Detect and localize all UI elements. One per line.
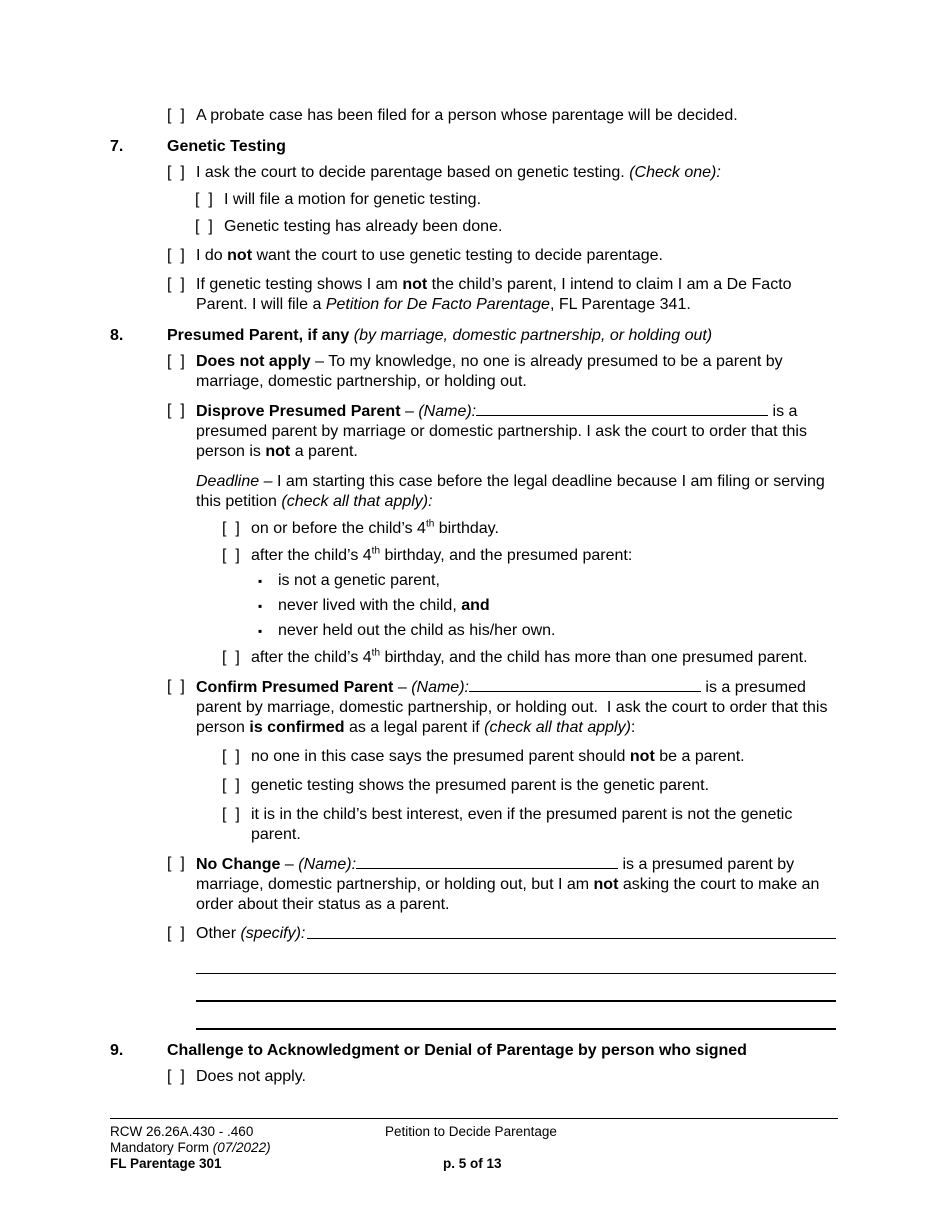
item-text — [251, 648, 836, 668]
footer-form-date: (07/2022) — [212, 1140, 271, 1155]
checkbox-item-no-one-says-not — [222, 747, 836, 767]
checkbox-item-disprove-presumed-parent — [167, 401, 836, 462]
checkbox[interactable]: [ ] — [167, 855, 185, 872]
text-run: Does not apply — [196, 353, 311, 370]
section-8-title — [167, 326, 712, 346]
text-run: as a legal parent if — [344, 719, 485, 736]
text-run: Confirm Presumed Parent — [196, 679, 394, 696]
footer-row-1 — [110, 1124, 838, 1140]
item-text — [251, 776, 836, 796]
bullet-item-never-lived — [258, 596, 836, 616]
text-run: want the court to use genetic testing to decide parentage. — [252, 247, 663, 264]
item-text — [251, 546, 836, 566]
checkbox-item-more-than-one-presumed — [222, 648, 836, 668]
item-text — [251, 519, 836, 539]
checkbox-item-testing-done — [195, 217, 836, 237]
section-7-number: 7. — [110, 138, 124, 155]
checkbox[interactable]: [ ] — [167, 925, 185, 942]
text-run: (Name): — [298, 856, 357, 873]
text-run: no one in this case says the presumed parent should — [251, 748, 630, 765]
item-text — [251, 805, 836, 845]
text-run: Disprove Presumed Parent — [196, 403, 401, 420]
text-run: A probate case has been filed for a person whose parentage will be decided. — [196, 107, 738, 124]
superscript-th: th — [425, 518, 435, 530]
checkbox-item-testing-shows-genetic — [222, 776, 836, 796]
checkbox-item-before-4th-birthday — [222, 519, 836, 539]
text-run: it is in the child’s best interest, even if the presumed parent is not the genetic parent. — [251, 806, 793, 843]
footer-doc-title: Petition to Decide Parentage — [385, 1124, 557, 1139]
item-text — [251, 747, 836, 767]
disprove-name-input[interactable] — [476, 401, 768, 416]
text-run: – — [393, 679, 412, 696]
item-text — [278, 571, 836, 591]
checkbox-item-other — [167, 924, 836, 944]
text-run: and — [461, 597, 490, 614]
text-run: No Change — [196, 856, 281, 873]
text-run: (check all that apply): — [281, 493, 433, 510]
checkbox[interactable]: [ ] — [167, 402, 185, 419]
text-run: (specify): — [240, 925, 306, 942]
text-run: , FL Parentage 341. — [549, 296, 691, 313]
checkbox[interactable]: [ ] — [195, 191, 213, 208]
checkbox-item-ask-genetic-testing — [167, 163, 836, 183]
footer-rcw-citation: RCW 26.26A.430 - .460 — [110, 1124, 254, 1139]
text-run: after the child’s 4 — [251, 649, 372, 666]
item-text — [196, 924, 305, 944]
item-text — [196, 677, 836, 738]
item-text — [278, 596, 836, 616]
text-run: birthday, and the child has more than one presumed parent. — [380, 649, 808, 666]
confirm-name-input[interactable] — [469, 677, 701, 692]
item-text — [196, 401, 836, 462]
text-run: genetic testing shows the presumed parent is the genetic parent. — [251, 777, 710, 794]
text-run: – — [400, 403, 419, 420]
bullet-item-not-genetic — [258, 571, 836, 591]
page-footer — [110, 1118, 838, 1172]
checkbox-item-de-facto — [167, 275, 836, 315]
item-text — [224, 190, 836, 210]
text-run: I will file a motion for genetic testing. — [224, 191, 482, 208]
checkbox[interactable]: [ ] — [222, 806, 240, 823]
text-run: (by marriage, domestic partnership, or holding out) — [349, 327, 713, 344]
text-run: If genetic testing shows I am — [196, 276, 403, 293]
footer-form-number: FL Parentage 301 — [110, 1156, 222, 1171]
text-run: Does not apply. — [196, 1068, 306, 1085]
no-change-name-input[interactable] — [356, 854, 618, 869]
text-run: on or before the child’s 4 — [251, 520, 426, 537]
footer-row-2 — [110, 1140, 838, 1156]
text-run: (Name): — [411, 679, 469, 696]
text-run: (check all that apply) — [484, 719, 631, 736]
checkbox-item-confirm-presumed-parent — [167, 677, 836, 738]
checkbox-item-s9-does-not-apply — [167, 1067, 836, 1087]
text-run: not — [593, 876, 619, 893]
checkbox[interactable]: [ ] — [167, 276, 185, 293]
checkbox[interactable]: [ ] — [195, 218, 213, 235]
text-run: asking the court to make an order about their status as a parent. — [196, 876, 820, 913]
text-run: birthday. — [434, 520, 499, 537]
write-in-line-3[interactable] — [196, 1002, 836, 1030]
text-run: the child’s parent, I intend to claim I am a De Facto Parent. I will file a — [196, 276, 792, 313]
text-run: – I am starting this case before the legal deadline because I am filing or serving this petition — [196, 473, 825, 510]
bullet-item-never-held-out — [258, 621, 836, 641]
text-run: (Name): — [418, 403, 477, 420]
deadline-paragraph — [196, 472, 836, 512]
item-text — [224, 217, 836, 237]
footer-row-3 — [110, 1156, 838, 1172]
item-text — [196, 246, 836, 266]
checkbox-item-after-4th-birthday — [222, 546, 836, 566]
section-8-heading — [110, 326, 836, 346]
checkbox[interactable]: [ ] — [222, 547, 240, 564]
checkbox[interactable]: [ ] — [222, 649, 240, 666]
section-7-heading — [110, 137, 836, 157]
item-text — [196, 352, 836, 392]
superscript-th: th — [371, 647, 381, 659]
section-7-title: Genetic Testing — [167, 138, 286, 155]
section-9-title: Challenge to Acknowledgment or Denial of Parentage by person who signed — [167, 1042, 747, 1059]
bullet-icon: ▪ — [258, 624, 263, 638]
checkbox[interactable]: [ ] — [167, 353, 185, 370]
checkbox[interactable]: [ ] — [167, 247, 185, 264]
item-text — [196, 1067, 836, 1087]
checkbox[interactable]: [ ] — [167, 1068, 185, 1085]
text-run: not — [227, 247, 253, 264]
checkbox[interactable]: [ ] — [167, 678, 185, 695]
text-run: I ask the court to decide parentage based on genetic testing. — [196, 164, 630, 181]
section-9-number: 9. — [110, 1042, 124, 1059]
checkbox[interactable]: [ ] — [167, 164, 185, 181]
checkbox[interactable]: [ ] — [222, 777, 240, 794]
footer-mandatory-form: Mandatory Form — [110, 1140, 213, 1155]
section-9-heading — [110, 1041, 836, 1061]
checkbox-item-no-change — [167, 854, 836, 915]
text-run: is not a genetic parent, — [278, 572, 440, 589]
checkbox-item-probate — [167, 106, 836, 126]
text-run: never held out the child as his/her own. — [278, 622, 556, 639]
other-specify-input[interactable] — [307, 924, 836, 939]
text-run: is a presumed parent by marriage, domestic partnership, or holding out, but I am — [196, 856, 795, 893]
text-run: is a presumed parent by marriage or domestic partnership. I ask the court to order that this person is — [196, 403, 807, 460]
item-text — [196, 854, 836, 915]
item-text — [196, 163, 836, 183]
superscript-th: th — [371, 545, 381, 557]
text-run: is a presumed parent by marriage, domestic partnership, or holding out. I ask the court to order that this person — [196, 679, 828, 736]
checkbox-item-best-interest — [222, 805, 836, 845]
text-run: a parent. — [290, 443, 358, 460]
checkbox-item-file-motion — [195, 190, 836, 210]
text-run: not — [629, 748, 655, 765]
item-text — [196, 275, 836, 315]
text-run: not — [402, 276, 428, 293]
item-text — [196, 106, 836, 126]
text-run: Other — [196, 925, 241, 942]
text-run: Genetic testing has already been done. — [224, 218, 503, 235]
checkbox[interactable]: [ ] — [222, 748, 240, 765]
text-run: : — [630, 719, 636, 736]
text-run: Petition for De Facto Parentage — [325, 296, 550, 313]
checkbox[interactable]: [ ] — [222, 520, 240, 537]
section-8-number: 8. — [110, 327, 124, 344]
text-run: is confirmed — [249, 719, 345, 736]
text-run: Presumed Parent, if any — [167, 327, 350, 344]
text-run: after the child’s 4 — [251, 547, 372, 564]
text-run: – To my knowledge, no one is already presumed to be a parent by marriage, domestic partnership, or holding out. — [196, 353, 783, 390]
write-in-line-2[interactable] — [196, 974, 836, 1002]
text-run: be a parent. — [654, 748, 745, 765]
checkbox-item-does-not-apply — [167, 352, 836, 392]
text-run: – — [280, 856, 299, 873]
bullet-icon: ▪ — [258, 599, 263, 613]
footer-page-number: p. 5 of 13 — [443, 1156, 502, 1171]
text-run: not — [265, 443, 291, 460]
text-run: never lived with the child, — [278, 597, 462, 614]
text-run: birthday, and the presumed parent: — [380, 547, 633, 564]
checkbox[interactable]: [ ] — [167, 107, 185, 124]
text-run: I do — [196, 247, 228, 264]
write-in-line-1[interactable] — [196, 946, 836, 974]
text-run: (Check one): — [629, 164, 721, 181]
text-run: Deadline — [196, 473, 260, 490]
item-text — [278, 621, 836, 641]
checkbox-item-no-genetic-testing — [167, 246, 836, 266]
bullet-icon: ▪ — [258, 574, 263, 588]
